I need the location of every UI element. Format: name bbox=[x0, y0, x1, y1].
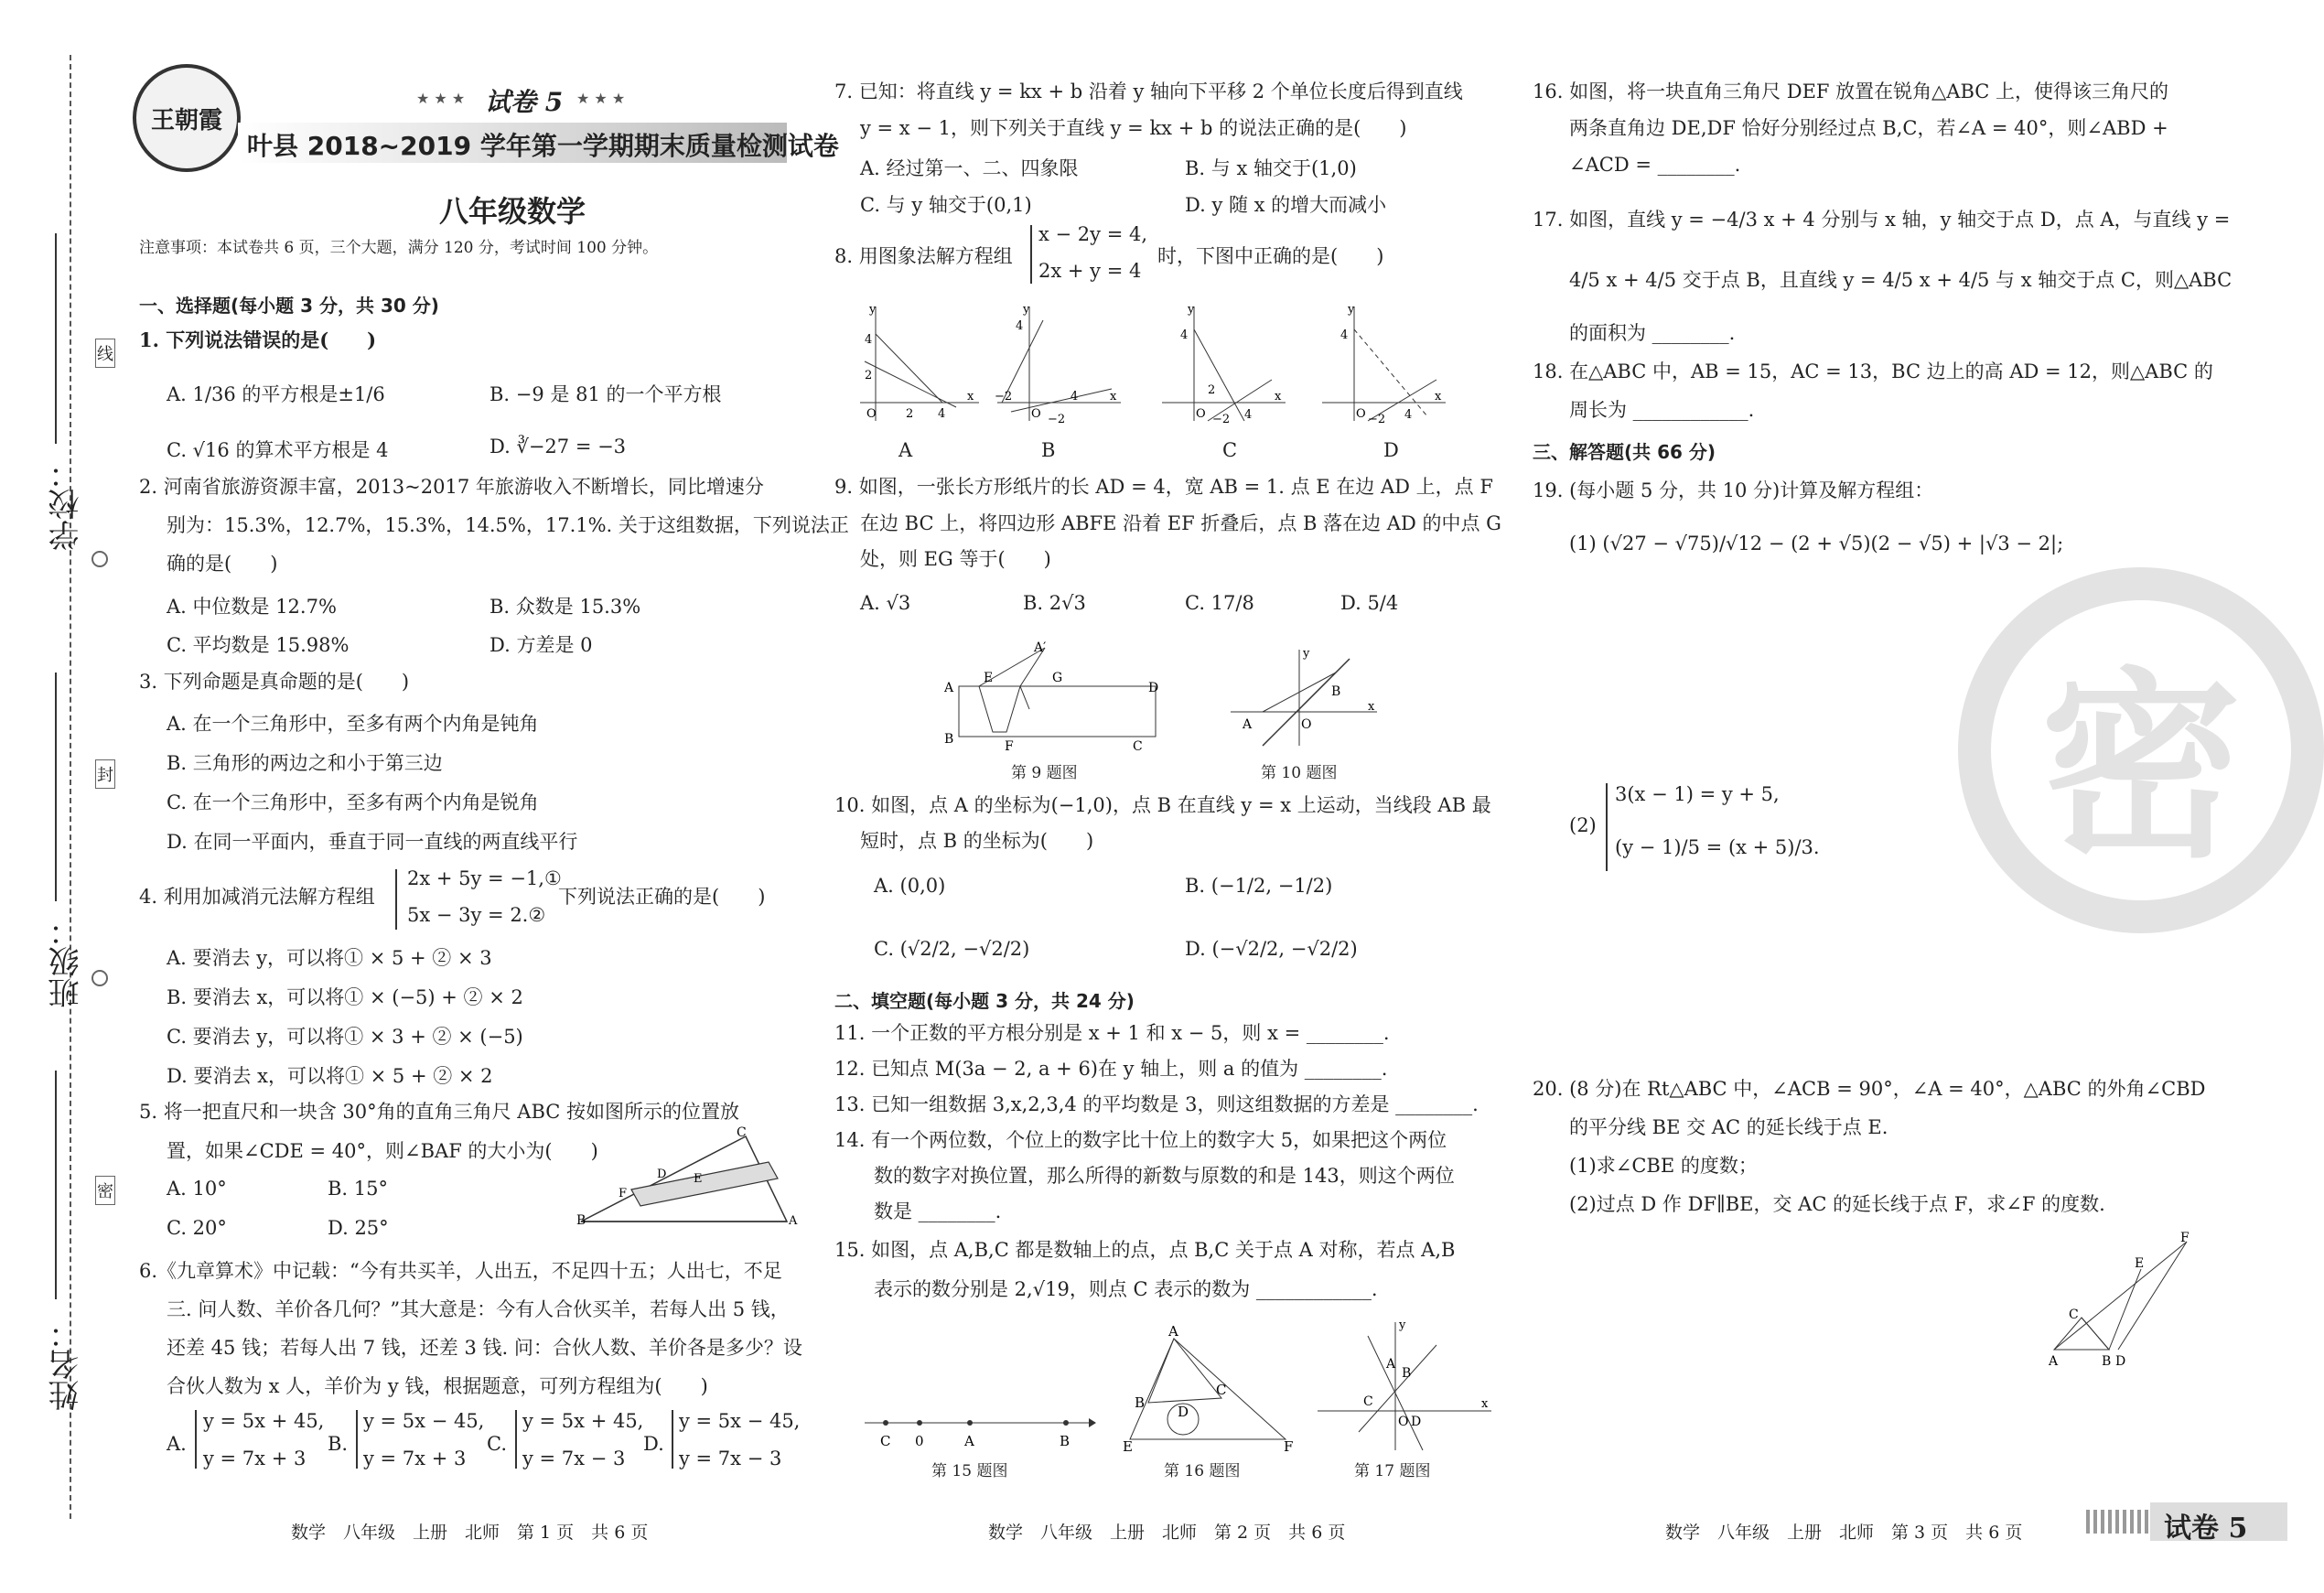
subject-title: 八年级数学 bbox=[439, 194, 586, 229]
footer-pattern-icon bbox=[2086, 1510, 2150, 1534]
svg-text:x: x bbox=[1275, 390, 1282, 404]
school-label: 学校： bbox=[48, 457, 85, 551]
q6-option-c-letter: C. bbox=[487, 1433, 507, 1455]
svg-text:B: B bbox=[576, 1213, 586, 1228]
q16-line2: 两条直角边 DE,DF 恰好分别经过点 B,C，若∠A = 40°，则∠ABD + bbox=[1569, 117, 2168, 139]
q9-line3: 处，则 EG 等于( ) bbox=[860, 548, 1051, 570]
seal-dot-icon bbox=[91, 551, 108, 567]
q7-option-a: A. 经过第一、二、四象限 bbox=[860, 157, 1079, 179]
q7-option-b: B. 与 x 轴交于(1,0) bbox=[1185, 157, 1357, 179]
name-label: 姓名： bbox=[48, 1318, 85, 1411]
q7-option-c: C. 与 y 轴交于(0,1) bbox=[860, 194, 1032, 216]
q19-part1: (1) (√27 − √75)/√12 − (2 + √5)(2 − √5) + |√3 − 2|; bbox=[1569, 533, 2064, 554]
svg-text:B: B bbox=[1135, 1394, 1146, 1411]
q10-option-a: A. (0,0) bbox=[874, 875, 946, 897]
svg-text:C: C bbox=[2069, 1308, 2079, 1322]
q6-option-b-brace bbox=[356, 1410, 363, 1469]
q4-eq1: 2x + 5y = −1,① bbox=[407, 867, 562, 889]
q6-option-b-eq1: y = 5x − 45, bbox=[363, 1410, 485, 1432]
svg-text:2: 2 bbox=[1208, 383, 1216, 397]
q8-graph-c bbox=[1157, 302, 1290, 425]
q5-option-c: C. 20° bbox=[167, 1217, 227, 1239]
svg-text:−2: −2 bbox=[1212, 413, 1231, 426]
section3-title: 三、解答题(共 66 分) bbox=[1533, 441, 1716, 463]
paper-tag: 试卷 5 bbox=[485, 87, 564, 117]
q20-line4: (2)过点 D 作 DF∥BE，交 AC 的延长线于点 F，求∠F 的度数. bbox=[1569, 1193, 2105, 1215]
svg-text:A: A bbox=[944, 681, 954, 695]
q19-part2-label: (2) bbox=[1569, 814, 1597, 836]
q16-caption: 第 16 题图 bbox=[1164, 1462, 1241, 1480]
q8-eq1: x − 2y = 4, bbox=[1038, 223, 1147, 245]
svg-text:x: x bbox=[1435, 390, 1442, 404]
q20-figure bbox=[2036, 1231, 2200, 1368]
q17-caption: 第 17 题图 bbox=[1354, 1462, 1431, 1480]
svg-text:E: E bbox=[2135, 1256, 2145, 1271]
q8-eq2: 2x + y = 4 bbox=[1038, 260, 1142, 282]
q6-option-a-eq1: y = 5x + 45, bbox=[203, 1410, 325, 1432]
svg-text:x: x bbox=[1481, 1397, 1489, 1411]
q6-option-c-brace bbox=[515, 1410, 522, 1469]
q3-stem: 3. 下列命题是真命题的是( ) bbox=[139, 671, 410, 693]
q7-option-d: D. y 随 x 的增大而减小 bbox=[1185, 194, 1387, 216]
q7-line2: y = x − 1，则下列关于直线 y = kx + b 的说法正确的是( ) bbox=[860, 117, 1407, 139]
q14-line1: 14. 有一个两位数，个位上的数字比十位上的数字大 5，如果把这个两位 bbox=[834, 1129, 1447, 1151]
svg-text:4: 4 bbox=[1244, 408, 1253, 422]
header-stars-right: ★ ★ ★ bbox=[576, 90, 626, 107]
q2-line1: 2. 河南省旅游资源丰富，2013~2017 年旅游收入不断增长，同比增速分 bbox=[139, 476, 764, 498]
svg-text:B: B bbox=[944, 732, 954, 747]
q10-figure bbox=[1226, 640, 1382, 755]
q20-line2: 的平分线 BE 交 AC 的延长线于点 E. bbox=[1569, 1116, 1888, 1138]
q20-line1: 20. (8 分)在 Rt△ABC 中，∠ACB = 90°，∠A = 40°，△ABC 的外角∠CBD bbox=[1533, 1078, 2206, 1100]
q17-line2: 4/5 x + 4/5 交于点 B，且直线 y = 4/5 x + 4/5 与 x 轴交于点 C，则△ABC bbox=[1569, 269, 2233, 291]
svg-text:G: G bbox=[1052, 671, 1063, 685]
svg-text:4: 4 bbox=[1016, 319, 1024, 333]
q15-figure bbox=[860, 1409, 1098, 1450]
svg-text:E: E bbox=[984, 671, 994, 685]
q8-graph-d bbox=[1318, 302, 1450, 425]
q8-graph-b bbox=[993, 302, 1125, 425]
svg-text:A: A bbox=[1386, 1357, 1396, 1372]
svg-text:y: y bbox=[1023, 303, 1030, 317]
q9-option-a: A. √3 bbox=[860, 592, 911, 614]
name-field-line bbox=[55, 1071, 57, 1299]
q4-option-d: D. 要消去 x，可以将① × 5 + ② × 2 bbox=[167, 1065, 493, 1087]
seal-char-xian: 线 bbox=[95, 339, 115, 368]
q10-option-b: B. (−1/2, −1/2) bbox=[1185, 875, 1333, 897]
svg-text:F: F bbox=[619, 1187, 628, 1200]
svg-text:y: y bbox=[1348, 303, 1355, 317]
q10-line1: 10. 如图，点 A 的坐标为(−1,0)，点 B 在直线 y = x 上运动，当线段 AB 最 bbox=[834, 794, 1491, 816]
q10-line2: 短时，点 B 的坐标为( ) bbox=[860, 830, 1094, 852]
svg-text:D: D bbox=[657, 1168, 667, 1181]
svg-text:4: 4 bbox=[1340, 328, 1349, 342]
q9-line2: 在边 BC 上，将四边形 ABFE 沿着 EF 折叠后，点 B 落在边 AD 的中点 G bbox=[860, 512, 1501, 534]
q9-option-b: B. 2√3 bbox=[1023, 592, 1086, 614]
svg-text:4: 4 bbox=[938, 407, 946, 421]
q1-option-c: C. √16 的算术平方根是 4 bbox=[167, 439, 389, 461]
svg-text:O: O bbox=[1196, 407, 1206, 421]
q2-option-b: B. 众数是 15.3% bbox=[490, 596, 641, 618]
q2-line2: 别为：15.3%，12.7%，15.3%，14.5%，17.1%. 关于这组数据，下列说法正 bbox=[167, 514, 849, 536]
q15-line1: 15. 如图，点 A,B,C 都是数轴上的点，点 B,C 关于点 A 对称，若点 A,B bbox=[834, 1239, 1456, 1261]
q8-label-d: D bbox=[1383, 439, 1399, 461]
svg-text:A: A bbox=[1243, 717, 1253, 732]
q17-line3: 的面积为 ________. bbox=[1569, 322, 1736, 344]
q3-option-b: B. 三角形的两边之和小于第三边 bbox=[167, 752, 443, 774]
q19-part2-eq2: (y − 1)/5 = (x + 5)/3. bbox=[1615, 836, 1820, 858]
q1-option-d: D. ∛−27 = −3 bbox=[490, 436, 627, 457]
svg-text:y: y bbox=[1399, 1319, 1406, 1332]
svg-text:x: x bbox=[967, 390, 974, 404]
q5-figure bbox=[576, 1125, 796, 1226]
class-label: 班级： bbox=[48, 915, 85, 1008]
svg-text:D: D bbox=[2115, 1354, 2126, 1369]
q8-label-b: B bbox=[1041, 439, 1056, 461]
q8-stem-post: 时，下图中正确的是( ) bbox=[1157, 245, 1384, 267]
svg-text:O: O bbox=[1356, 407, 1366, 421]
watermark-char: 密 bbox=[2039, 651, 2242, 885]
q2-option-d: D. 方差是 0 bbox=[490, 634, 593, 656]
q15-line2: 表示的数分别是 2,√19，则点 C 表示的数为 ____________. bbox=[874, 1278, 1378, 1300]
svg-text:4: 4 bbox=[1071, 390, 1079, 404]
q18-line1: 18. 在△ABC 中，AB = 15，AC = 13，BC 边上的高 AD = 12，则△ABC 的 bbox=[1533, 361, 2213, 382]
seal-dot-icon bbox=[91, 970, 108, 986]
q13: 13. 已知一组数据 3,x,2,3,4 的平均数是 3，则这组数据的方差是 ________. bbox=[834, 1093, 1479, 1115]
q4-stem-pre: 4. 利用加减消元法解方程组 bbox=[139, 886, 375, 908]
svg-text:4: 4 bbox=[865, 333, 873, 347]
svg-text:A: A bbox=[1168, 1323, 1178, 1340]
q15-caption: 第 15 题图 bbox=[931, 1462, 1008, 1480]
q19-part2-eq1: 3(x − 1) = y + 5, bbox=[1615, 783, 1780, 805]
q4-stem-post: 下列说法正确的是( ) bbox=[558, 886, 766, 908]
svg-text:2: 2 bbox=[906, 407, 914, 421]
q9-caption: 第 9 题图 bbox=[1011, 764, 1078, 782]
q8-graph-a bbox=[855, 302, 984, 425]
q9-option-d: D. 5/4 bbox=[1340, 592, 1399, 614]
footer-page-1: 数学 八年级 上册 北师 第 1 页 共 6 页 bbox=[291, 1523, 649, 1543]
svg-text:O: O bbox=[1398, 1415, 1409, 1429]
svg-text:4: 4 bbox=[1180, 328, 1189, 342]
svg-text:C: C bbox=[1133, 739, 1143, 754]
q8-label-a: A bbox=[898, 439, 913, 461]
svg-text:D: D bbox=[1411, 1415, 1422, 1429]
svg-text:F: F bbox=[1005, 739, 1014, 754]
svg-text:2: 2 bbox=[865, 369, 873, 382]
q2-option-c: C. 平均数是 15.98% bbox=[167, 634, 350, 656]
svg-text:−2: −2 bbox=[1048, 413, 1066, 426]
footer-page-3: 数学 八年级 上册 北师 第 3 页 共 6 页 bbox=[1665, 1523, 2023, 1543]
q16-line1: 16. 如图，将一块直角三角尺 DEF 放置在锐角△ABC 上，使得该三角尺的 bbox=[1533, 81, 2169, 102]
svg-text:C: C bbox=[880, 1433, 891, 1449]
q3-option-c: C. 在一个三角形中，至多有两个内角是锐角 bbox=[167, 791, 539, 813]
q6-option-a-letter: A. bbox=[167, 1433, 187, 1455]
q16-figure bbox=[1121, 1325, 1295, 1453]
q6-option-d-eq2: y = 7x − 3 bbox=[679, 1448, 782, 1469]
q17-line1: 17. 如图，直线 y = −4/3 x + 4 分别与 x 轴，y 轴交于点 D，点 A，与直线 y = bbox=[1533, 209, 2231, 231]
notice: 注意事项：本试卷共 6 页，三个大题，满分 120 分，考试时间 100 分钟。 bbox=[139, 239, 659, 257]
svg-text:y: y bbox=[1188, 303, 1195, 317]
q5-option-d: D. 25° bbox=[328, 1217, 389, 1239]
footer-paper-tag: 试卷 5 bbox=[2164, 1512, 2248, 1545]
header-stars-left: ★ ★ ★ bbox=[416, 90, 466, 107]
svg-text:A′: A′ bbox=[1034, 640, 1047, 655]
q9-figure bbox=[942, 640, 1162, 755]
q3-option-a: A. 在一个三角形中，至多有两个内角是钝角 bbox=[167, 713, 539, 735]
seal-char-feng: 封 bbox=[95, 759, 115, 789]
q10-option-c: C. (√2/2, −√2/2) bbox=[874, 938, 1030, 960]
q1-stem: 1. 下列说法错误的是( ) bbox=[139, 328, 377, 351]
svg-text:O: O bbox=[1031, 407, 1041, 421]
section2-title: 二、填空题(每小题 3 分，共 24 分) bbox=[834, 990, 1135, 1012]
q4-option-a: A. 要消去 y，可以将① × 5 + ② × 3 bbox=[167, 947, 492, 969]
section1-title: 一、选择题(每小题 3 分，共 30 分) bbox=[139, 295, 439, 317]
q19-stem: 19. (每小题 5 分，共 10 分)计算及解方程组： bbox=[1533, 479, 1934, 501]
svg-text:−2: −2 bbox=[1368, 413, 1386, 426]
svg-text:C: C bbox=[1363, 1394, 1373, 1409]
q5-line2: 置，如果∠CDE = 40°，则∠BAF 的大小为( ) bbox=[167, 1140, 598, 1162]
q6-option-b-letter: B. bbox=[328, 1433, 349, 1455]
svg-text:F: F bbox=[2180, 1231, 2190, 1245]
q4-brace bbox=[395, 869, 404, 930]
q6-option-a-brace bbox=[195, 1410, 202, 1469]
svg-text:x: x bbox=[1368, 700, 1375, 714]
footer-page-2: 数学 八年级 上册 北师 第 2 页 共 6 页 bbox=[988, 1523, 1346, 1543]
q10-caption: 第 10 题图 bbox=[1261, 764, 1338, 782]
exam-title: 叶县 2018~2019 学年第一学期期末质量检测试卷 bbox=[247, 131, 839, 161]
q12: 12. 已知点 M(3a − 2, a + 6)在 y 轴上，则 a 的值为 ________. bbox=[834, 1058, 1388, 1080]
q4-option-b: B. 要消去 x，可以将① × (−5) + ② × 2 bbox=[167, 986, 523, 1008]
q6-option-d-eq1: y = 5x − 45, bbox=[679, 1410, 801, 1432]
svg-text:4: 4 bbox=[1404, 408, 1413, 422]
q6-line3: 还差 45 钱；若每人出 7 钱，还差 3 钱. 问：合伙人数、羊价各是多少？设 bbox=[167, 1337, 802, 1359]
svg-text:O: O bbox=[1301, 717, 1312, 732]
q6-option-a-eq2: y = 7x + 3 bbox=[203, 1448, 307, 1469]
q11: 11. 一个正数的平方根分别是 x + 1 和 x − 5，则 x = ________. bbox=[834, 1022, 1390, 1044]
q6-line4: 合伙人数为 x 人，羊价为 y 钱，根据题意，可列方程组为( ) bbox=[167, 1375, 708, 1397]
q6-option-c-eq2: y = 7x − 3 bbox=[522, 1448, 626, 1469]
svg-text:D: D bbox=[1148, 681, 1159, 695]
secret-watermark bbox=[1958, 567, 2324, 933]
q8-brace bbox=[1030, 225, 1038, 284]
q5-line1: 5. 将一把直尺和一块含 30°角的直角三角尺 ABC 按如图所示的位置放 bbox=[139, 1101, 740, 1123]
q4-option-c: C. 要消去 y，可以将① × 3 + ② × (−5) bbox=[167, 1026, 523, 1048]
svg-text:D: D bbox=[1178, 1404, 1189, 1420]
q1-option-a: A. 1/36 的平方根是±1/6 bbox=[167, 383, 385, 405]
svg-text:O: O bbox=[866, 407, 877, 421]
svg-text:−2: −2 bbox=[995, 390, 1013, 404]
class-field-line bbox=[55, 673, 57, 901]
q17-figure bbox=[1313, 1318, 1496, 1455]
q2-option-a: A. 中位数是 12.7% bbox=[167, 596, 337, 618]
svg-text:A: A bbox=[789, 1214, 798, 1228]
svg-text:C: C bbox=[1216, 1382, 1227, 1398]
q2-line3: 确的是( ) bbox=[167, 553, 278, 575]
logo-text: 王朝霞 bbox=[150, 106, 222, 135]
svg-text:B: B bbox=[1402, 1366, 1412, 1381]
q3-option-d: D. 在同一平面内，垂直于同一直线的两直线平行 bbox=[167, 831, 578, 853]
svg-text:B: B bbox=[1060, 1433, 1071, 1449]
q19-part2-brace bbox=[1606, 783, 1613, 871]
q8-label-c: C bbox=[1222, 439, 1238, 461]
q14-line3: 数是 ________. bbox=[874, 1200, 1002, 1222]
q6-line1: 6.《九章算术》中记载：“今有共买羊，人出五，不足四十五；人出七，不足 bbox=[139, 1260, 782, 1282]
svg-text:F: F bbox=[1284, 1438, 1294, 1455]
binding-line bbox=[70, 55, 71, 1519]
q6-option-c-eq1: y = 5x + 45, bbox=[522, 1410, 644, 1432]
svg-text:0: 0 bbox=[915, 1433, 924, 1449]
svg-text:y: y bbox=[1303, 647, 1310, 661]
q18-line2: 周长为 ____________. bbox=[1569, 399, 1755, 421]
q6-line2: 三. 问人数、羊价各几何？”其大意是：今有人合伙买羊，若每人出 5 钱， bbox=[167, 1298, 790, 1320]
svg-text:E: E bbox=[1123, 1438, 1133, 1455]
q16-line3: ∠ACD = ________. bbox=[1569, 154, 1741, 176]
q10-option-d: D. (−√2/2, −√2/2) bbox=[1185, 938, 1358, 960]
svg-text:y: y bbox=[869, 303, 877, 317]
school-field-line bbox=[55, 233, 57, 444]
q7-line1: 7. 已知：将直线 y = kx + b 沿着 y 轴向下平移 2 个单位长度后得到直线 bbox=[834, 81, 1463, 102]
seal-char-mi: 密 bbox=[95, 1176, 115, 1205]
q1-option-b: B. −9 是 81 的一个平方根 bbox=[490, 383, 722, 405]
svg-text:B: B bbox=[2102, 1354, 2112, 1369]
q5-option-a: A. 10° bbox=[167, 1178, 227, 1200]
svg-text:A: A bbox=[964, 1433, 974, 1449]
q6-option-b-eq2: y = 7x + 3 bbox=[363, 1448, 467, 1469]
q4-eq2: 5x − 3y = 2.② bbox=[407, 904, 546, 926]
q9-line1: 9. 如图，一张长方形纸片的长 AD = 4，宽 AB = 1. 点 E 在边 AD 上，点 F bbox=[834, 476, 1493, 498]
svg-text:x: x bbox=[1110, 390, 1117, 404]
q8-stem-pre: 8. 用图象法解方程组 bbox=[834, 245, 1013, 267]
q6-option-d-brace bbox=[672, 1410, 679, 1469]
q9-option-c: C. 17/8 bbox=[1185, 592, 1254, 614]
q6-option-d-letter: D. bbox=[643, 1433, 664, 1455]
svg-text:C: C bbox=[737, 1125, 747, 1140]
svg-text:E: E bbox=[694, 1172, 703, 1186]
svg-text:A: A bbox=[2049, 1354, 2059, 1369]
q5-option-b: B. 15° bbox=[328, 1178, 389, 1200]
svg-text:B: B bbox=[1331, 684, 1341, 699]
q20-line3: (1)求∠CBE 的度数； bbox=[1569, 1155, 1758, 1177]
logo-badge bbox=[133, 64, 241, 172]
q14-line2: 数的数字对换位置，那么所得的新数与原数的和是 143，则这个两位 bbox=[874, 1165, 1455, 1187]
